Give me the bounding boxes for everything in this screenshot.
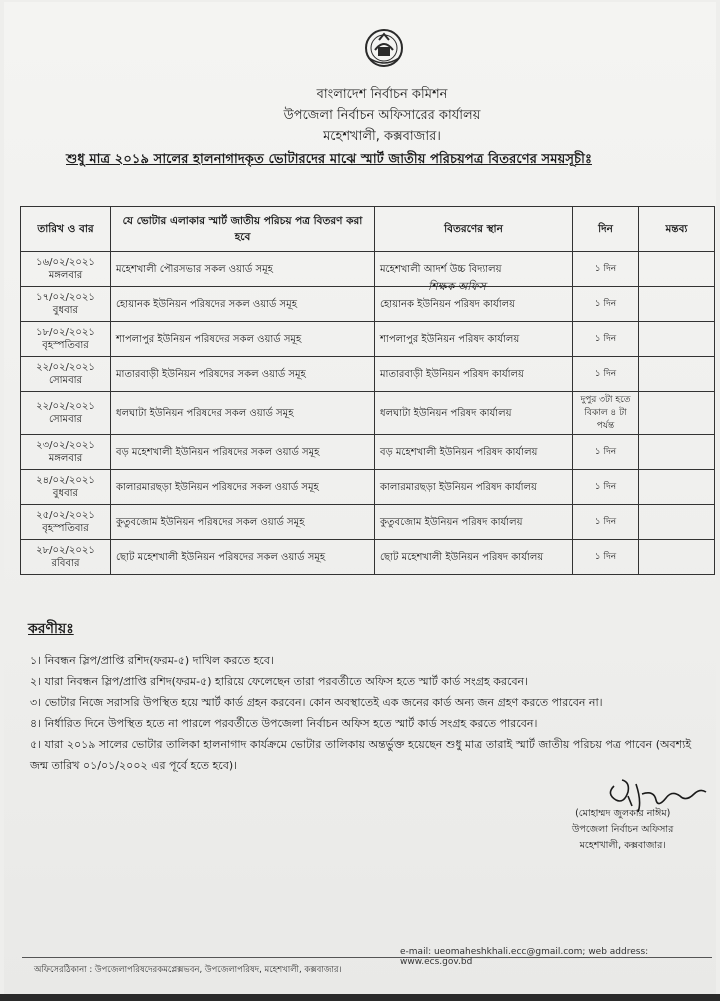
table-row — [21, 357, 715, 392]
days-cell: ১ দিন — [573, 357, 639, 392]
officer-designation: উপজেলা নির্বাচন অফিসার — [572, 824, 674, 835]
schedule-table — [20, 206, 715, 575]
place-cell: ছোট মহেশখালী ইউনিয়ন পরিষদ কার্যালয় — [375, 540, 573, 575]
place-cell: কালারমারছড়া ইউনিয়ন পরিষদ কার্যালয় — [375, 470, 573, 505]
remarks-cell — [639, 322, 715, 357]
table-row — [21, 287, 715, 322]
header-location: মহেশখালী, কক্সবাজার। — [323, 129, 441, 144]
remarks-cell — [639, 287, 715, 322]
header-date: তারিখ ও বার — [21, 207, 111, 252]
instruction-item: ৪। নির্ধারিত দিনে উপস্থিত হতে না পারলে পরবর্তীতে উপজেলা নির্বাচন অফিস হতে স্মার্ট কার্ড সংগ্রহ করতে পারবেন। — [30, 717, 538, 730]
instruction-item: ৫। যারা ২০১৯ সালের ভোটার তালিকা হালনাগাদ কার্যক্রমে ভোটার তালিকায় অন্তর্ভুক্ত হয়েছেন শুধু মাত্র তারাই স্মার্ট জাতীয় পরিচয় পত্র পাবেন (অবশ্যই জন্ম তারিখ ০১/০১/২০০২ এর পূর্বে হতে হবে)। — [30, 738, 692, 772]
signature-block — [572, 806, 673, 854]
area-cell: ছোট মহেশখালী ইউনিয়ন পরিষদের সকল ওয়ার্ড সমূহ — [111, 540, 375, 575]
days-cell: দুপুর ৩টা হতে বিকাল ৪ টা পর্যন্ত — [573, 392, 639, 435]
officer-name: (মোহাম্মদ জুলকার নাঈম) — [575, 808, 671, 819]
days-cell: ১ দিন — [573, 435, 639, 470]
remarks-cell — [639, 505, 715, 540]
instruction-item: ২। যারা নিবন্ধন স্লিপ/প্রাপ্তি রশিদ(ফরম-৫) হারিয়ে ফেলেছেন তারা পরবর্তীতে অফিস হতে স্মার্ট কার্ড সংগ্রহ করবেন। — [30, 675, 529, 688]
contact-info: e-mail: ueomaheshkhali.ecc@gmail.com; web address: www.ecs.gov.bd — [400, 947, 649, 967]
remarks-cell — [639, 470, 715, 505]
date-cell: ২৮/০২/২০২১ রবিবার — [21, 540, 111, 575]
area-cell: কালারমারছড়া ইউনিয়ন পরিষদের সকল ওয়ার্ড সমূহ — [111, 470, 375, 505]
table-row — [21, 470, 715, 505]
date-cell: ২৪/০২/২০২১ বুধবার — [21, 470, 111, 505]
document-page — [4, 2, 716, 994]
remarks-cell — [639, 252, 715, 287]
table-row — [21, 252, 715, 287]
days-cell: ১ দিন — [573, 505, 639, 540]
instruction-item: ১। নিবন্ধন স্লিপ/প্রাপ্তি রশিদ(ফরম-৫) দাখিল করতে হবে। — [30, 654, 274, 667]
area-cell: মহেশখালী পৌরসভার সকল ওয়ার্ড সমূহ — [111, 252, 375, 287]
area-cell: বড় মহেশখালী ইউনিয়ন পরিষদের সকল ওয়ার্ড সমূহ — [111, 435, 375, 470]
area-cell: কুতুবজোম ইউনিয়ন পরিষদের সকল ওয়ার্ড সমূহ — [111, 505, 375, 540]
table-header-row — [21, 207, 715, 252]
area-cell: শাপলাপুর ইউনিয়ন পরিষদের সকল ওয়ার্ড সমূহ — [111, 322, 375, 357]
header-area: যে ভোটার এলাকার স্মার্ট জাতীয় পরিচয় পত্র বিতরণ করা হবে — [111, 207, 375, 252]
date-cell: ২৩/০২/২০২১ মঙ্গলবার — [21, 435, 111, 470]
place-cell: বড় মহেশখালী ইউনিয়ন পরিষদ কার্যালয় — [375, 435, 573, 470]
header-commission: বাংলাদেশ নির্বাচন কমিশন — [316, 87, 448, 102]
remarks-cell — [639, 540, 715, 575]
header-remarks: মন্তব্য — [639, 207, 715, 252]
days-cell: ১ দিন — [573, 252, 639, 287]
instructions-list — [30, 650, 710, 776]
area-cell: মাতারবাড়ী ইউনিয়ন পরিষদের সকল ওয়ার্ড সমূহ — [111, 357, 375, 392]
days-cell: ১ দিন — [573, 322, 639, 357]
header-days: দিন — [573, 207, 639, 252]
place-cell: কুতুবজোম ইউনিয়ন পরিষদ কার্যালয় — [375, 505, 573, 540]
office-header — [4, 84, 716, 147]
schedule-title: শুধু মাত্র ২০১৯ সালের হালনাগাদকৃত ভোটারদের মাঝে স্মার্ট জাতীয় পরিচয়পত্র বিতরণের সময়সূচীঃ — [66, 152, 592, 167]
header-office: উপজেলা নির্বাচন অফিসারের কার্যালয় — [283, 108, 481, 123]
table-row — [21, 505, 715, 540]
remarks-cell — [639, 435, 715, 470]
date-cell: ২২/০২/২০২১ সোমবার — [21, 392, 111, 435]
area-cell: ধলঘাটা ইউনিয়ন পরিষদের সকল ওয়ার্ড সমূহ — [111, 392, 375, 435]
days-cell: ১ দিন — [573, 287, 639, 322]
table-row — [21, 322, 715, 357]
place-cell: মহেশখালী আদর্শ উচ্চ বিদ্যালয় — [375, 252, 573, 287]
officer-location: মহেশখালী, কক্সবাজার। — [579, 840, 666, 851]
date-cell: ১৮/০২/২০২১ বৃহস্পতিবার — [21, 322, 111, 357]
office-address: অফিসেরঠিকানা : উপজেলাপরিষদেরকমপ্লেক্সভবন, উপজেলাপরিষদ, মহেশখালী, কক্সবাজার। — [34, 965, 342, 975]
date-cell: ১৬/০২/২০২১ মঙ্গলবার — [21, 252, 111, 287]
table-row — [21, 435, 715, 470]
remarks-cell — [639, 357, 715, 392]
place-cell: শাপলাপুর ইউনিয়ন পরিষদ কার্যালয় — [375, 322, 573, 357]
remarks-cell — [639, 392, 715, 435]
place-cell: মাতারবাড়ী ইউনিয়ন পরিষদ কার্যালয় — [375, 357, 573, 392]
days-cell: ১ দিন — [573, 540, 639, 575]
date-cell: ২২/০২/২০২১ সোমবার — [21, 357, 111, 392]
date-cell: ২৫/০২/২০২১ বৃহস্পতিবার — [21, 505, 111, 540]
place-cell: ধলঘাটা ইউনিয়ন পরিষদ কার্যালয় — [375, 392, 573, 435]
table-row — [21, 540, 715, 575]
handwritten-correction: শিক্ষক অফিস — [428, 280, 486, 293]
instructions-title: করণীয়ঃ — [28, 621, 74, 637]
government-emblem-icon — [361, 24, 407, 70]
date-cell: ১৭/০২/২০২১ বুধবার — [21, 287, 111, 322]
place-cell: হোয়ানক ইউনিয়ন পরিষদ কার্যালয় — [375, 287, 573, 322]
header-place: বিতরণের স্থান — [375, 207, 573, 252]
instruction-item: ৩। ভোটার নিজে সরাসরি উপস্থিত হয়ে স্মার্ট কার্ড গ্রহন করবেন। কোন অবস্থাতেই এক জনের কার্ড অন্য জন গ্রহণ করতে পারবেন না। — [30, 696, 603, 709]
days-cell: ১ দিন — [573, 470, 639, 505]
scan-edge — [0, 994, 720, 1001]
table-row — [21, 392, 715, 435]
area-cell: হোয়ানক ইউনিয়ন পরিষদের সকল ওয়ার্ড সমূহ — [111, 287, 375, 322]
